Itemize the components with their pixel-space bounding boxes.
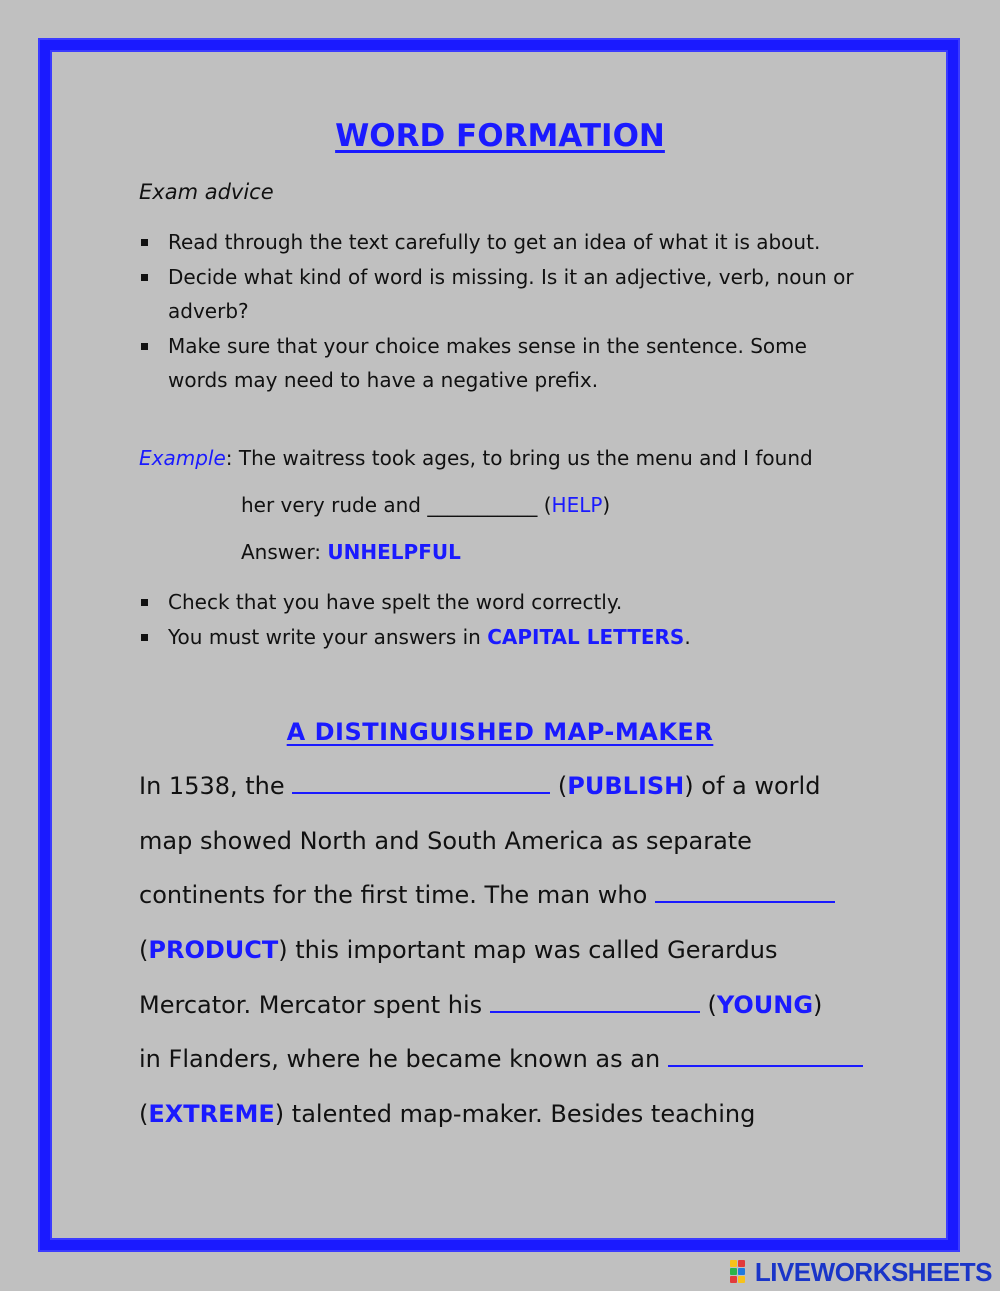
answer-blank-4[interactable] [668, 1041, 863, 1067]
paren-close: ) [602, 493, 611, 517]
exam-advice-heading: Exam advice [139, 180, 274, 204]
tips-list-2 [139, 585, 859, 654]
answer-label: Answer: [241, 540, 328, 564]
example-line-2 [241, 493, 610, 517]
worksheet-title: WORD FORMATION [335, 118, 665, 154]
example-line-1 [139, 446, 813, 470]
passage-text: of a world [693, 772, 821, 800]
passage-line [139, 877, 859, 932]
capital-letters-emphasis: CAPITAL LETTERS [487, 624, 685, 649]
passage-text: this important map was called Gerardus [287, 936, 778, 965]
logo-icon [730, 1260, 752, 1284]
example-label: Example [139, 446, 226, 470]
tip-text-end: . [684, 624, 691, 649]
passage-text: In 1538, the [139, 772, 293, 800]
passage-text: Mercator. Mercator spent his [139, 990, 490, 1019]
tip-text: You must write your answers in [168, 624, 488, 649]
logo-text: LIVEWORKSHEETS [754, 1256, 992, 1287]
passage [139, 768, 859, 1151]
passage-line: map showed North and South America as separate [139, 826, 752, 855]
keyword-publish: PUBLISH [567, 772, 685, 800]
tip-item: Read through the text carefully to get an idea of what it is about. [139, 225, 859, 260]
answer-blank-3[interactable] [490, 987, 700, 1013]
keyword-product: PRODUCT [148, 936, 279, 965]
passage-text: continents for the first time. The man who [139, 881, 655, 910]
example-sentence-end: her very rude and [241, 493, 428, 517]
passage-line: (PRODUCT) this important map was called Gerardus [139, 936, 778, 965]
example-blank: ___________ [427, 493, 538, 517]
section-title: A DISTINGUISHED MAP-MAKER [286, 718, 714, 746]
passage-text: talented map-maker. Besides teaching [284, 1100, 756, 1129]
tip-item: Make sure that your choice makes sense in the sentence. Some words may need to have a negative prefix. [139, 329, 859, 398]
liveworksheets-logo [730, 1256, 992, 1287]
paren-open: ( [537, 493, 552, 517]
answer-value: UNHELPFUL [327, 540, 461, 564]
keyword-extreme: EXTREME [148, 1100, 275, 1129]
tip-item: Check that you have spelt the word correctly. [139, 585, 859, 620]
passage-line: Mercator. Mercator spent his (YOUNG) [139, 987, 859, 1042]
passage-line: (EXTREME) talented map-maker. Besides teaching [139, 1100, 756, 1129]
passage-text: in Flanders, where he became known as an [139, 1045, 668, 1074]
example-colon: : [225, 446, 233, 470]
answer-blank-2[interactable] [655, 877, 835, 903]
example-keyword: HELP [551, 493, 603, 517]
tip-item: Decide what kind of word is missing. Is it an adjective, verb, noun or adverb? [139, 260, 859, 329]
passage-line: In 1538, the (PUBLISH) of a world [139, 768, 859, 823]
tip-item [139, 620, 859, 655]
answer-blank-1[interactable] [292, 768, 550, 794]
passage-line [139, 1041, 859, 1096]
example-sentence: The waitress took ages, to bring us the menu and I found [238, 446, 813, 470]
example-answer [241, 540, 461, 564]
keyword-young: YOUNG [716, 990, 814, 1019]
tips-list [139, 225, 859, 398]
